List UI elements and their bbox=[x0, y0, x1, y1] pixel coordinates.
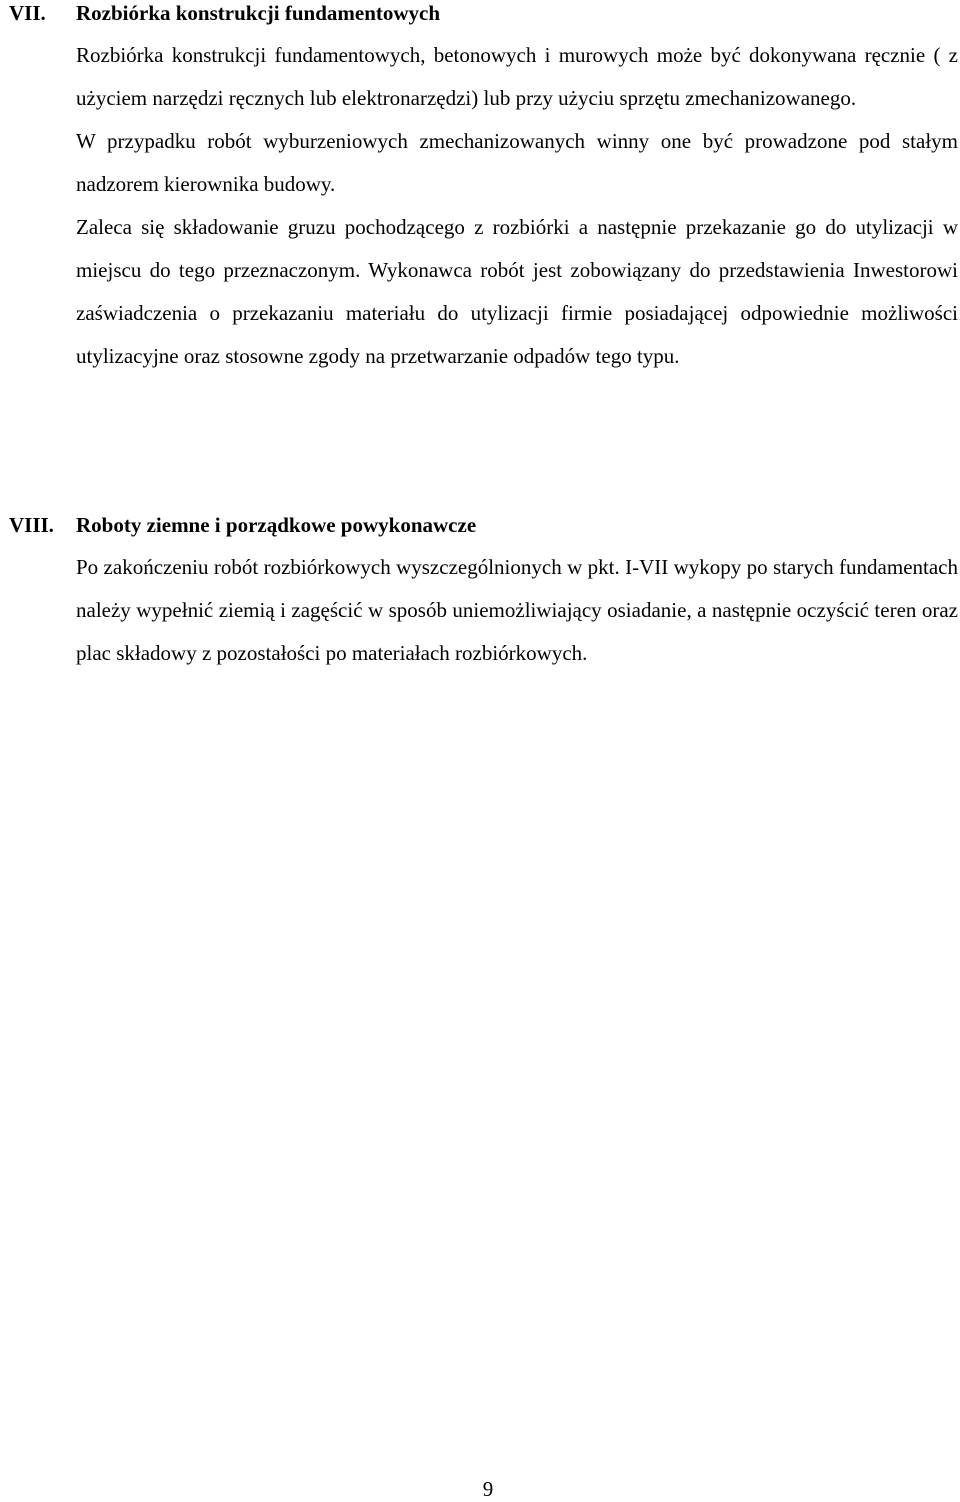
section-heading bbox=[0, 0, 960, 26]
section-number: VIII. bbox=[9, 513, 54, 537]
page-number: 9 bbox=[482, 1477, 494, 1501]
paragraph: W przypadku robót wyburzeniowych zmechanizowanych winny one być prowadzone pod stałym nadzorem kierownika budowy. bbox=[76, 129, 958, 196]
section-heading bbox=[0, 512, 960, 538]
section-title: Rozbiórka konstrukcji fundamentowych bbox=[76, 1, 441, 25]
paragraph: Zaleca się składowanie gruzu pochodzącego z rozbiórki a następnie przekazanie go do utylizacji w miejscu do tego przeznaczonym. Wykonawca robót jest zobowiązany do przedstawienia Inwestorowi zaświadczenia o przekazaniu materiału do utylizacji firmie posiadającej odpowiednie możliwości utylizacyjne oraz stosowne zgody na przetwarzanie odpadów tego typu. bbox=[76, 215, 958, 368]
section-title: Roboty ziemne i porządkowe powykonawcze bbox=[76, 513, 477, 537]
section-viii bbox=[0, 512, 960, 675]
section-vii bbox=[0, 0, 960, 378]
paragraph: Po zakończeniu robót rozbiórkowych wyszczególnionych w pkt. I-VII wykopy po starych fundamentach należy wypełnić ziemią i zagęścić w sposób uniemożliwiający osiadanie, a następnie oczyścić teren oraz plac składowy z pozostałości po materiałach rozbiórkowych. bbox=[76, 555, 958, 665]
section-number: VII. bbox=[9, 1, 46, 25]
paragraph: Rozbiórka konstrukcji fundamentowych, betonowych i murowych może być dokonywana ręcznie ( z użyciem narzędzi ręcznych lub elektronarzędzi) lub przy użyciu sprzętu zmechanizowanego. bbox=[76, 43, 958, 110]
